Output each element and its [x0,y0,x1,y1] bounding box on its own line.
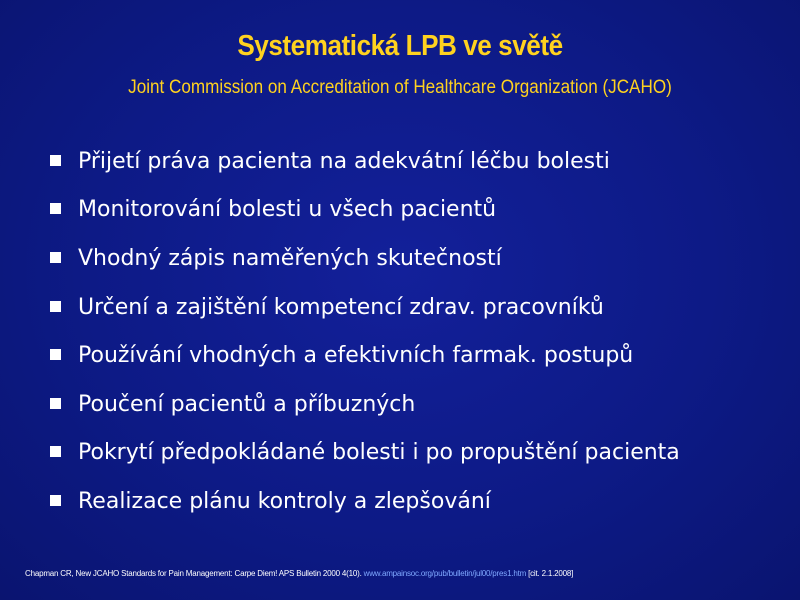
bullet-text: Monitorování bolesti u všech pacientů [78,197,497,223]
list-item [50,380,790,429]
square-bullet-icon [50,446,61,457]
citation-date: [cit. 2.1.2008] [526,569,574,578]
list-item [50,283,790,332]
footer-citation [25,569,573,578]
bullet-text: Poučení pacientů a příbuzných [78,391,416,417]
bullet-text: Používání vhodných a efektivních farmak. postupů [78,343,634,369]
slide-subtitle: Joint Commission on Accreditation of Healthcare Organization (JCAHO) [128,77,672,98]
square-bullet-icon [50,495,61,506]
square-bullet-icon [50,349,61,360]
list-item [50,477,790,526]
square-bullet-icon [50,203,61,214]
citation-link[interactable]: www.ampainsoc.org/pub/bulletin/jul00/pres1.htm [363,569,527,578]
bullet-text: Určení a zajištění kompetencí zdrav. pracovníků [78,294,604,320]
square-bullet-icon [50,301,61,312]
square-bullet-icon [50,398,61,409]
list-item [50,234,790,283]
slide-title: Systematická LPB ve světě [237,30,563,62]
bullet-list [50,137,790,526]
list-item [50,331,790,380]
square-bullet-icon [50,155,61,166]
citation-text: Chapman CR, New JCAHO Standards for Pain Management: Carpe Diem! APS Bulletin 2000 4(10). [25,569,364,578]
list-item [50,186,790,235]
bullet-text: Vhodný zápis naměřených skutečností [78,245,502,271]
list-item [50,429,790,478]
bullet-text: Přijetí práva pacienta na adekvátní léčbu bolesti [78,148,610,174]
square-bullet-icon [50,252,61,263]
list-item [50,137,790,186]
bullet-text: Realizace plánu kontroly a zlepšování [78,488,491,514]
bullet-text: Pokrytí předpokládané bolesti i po propuštění pacienta [78,440,680,466]
